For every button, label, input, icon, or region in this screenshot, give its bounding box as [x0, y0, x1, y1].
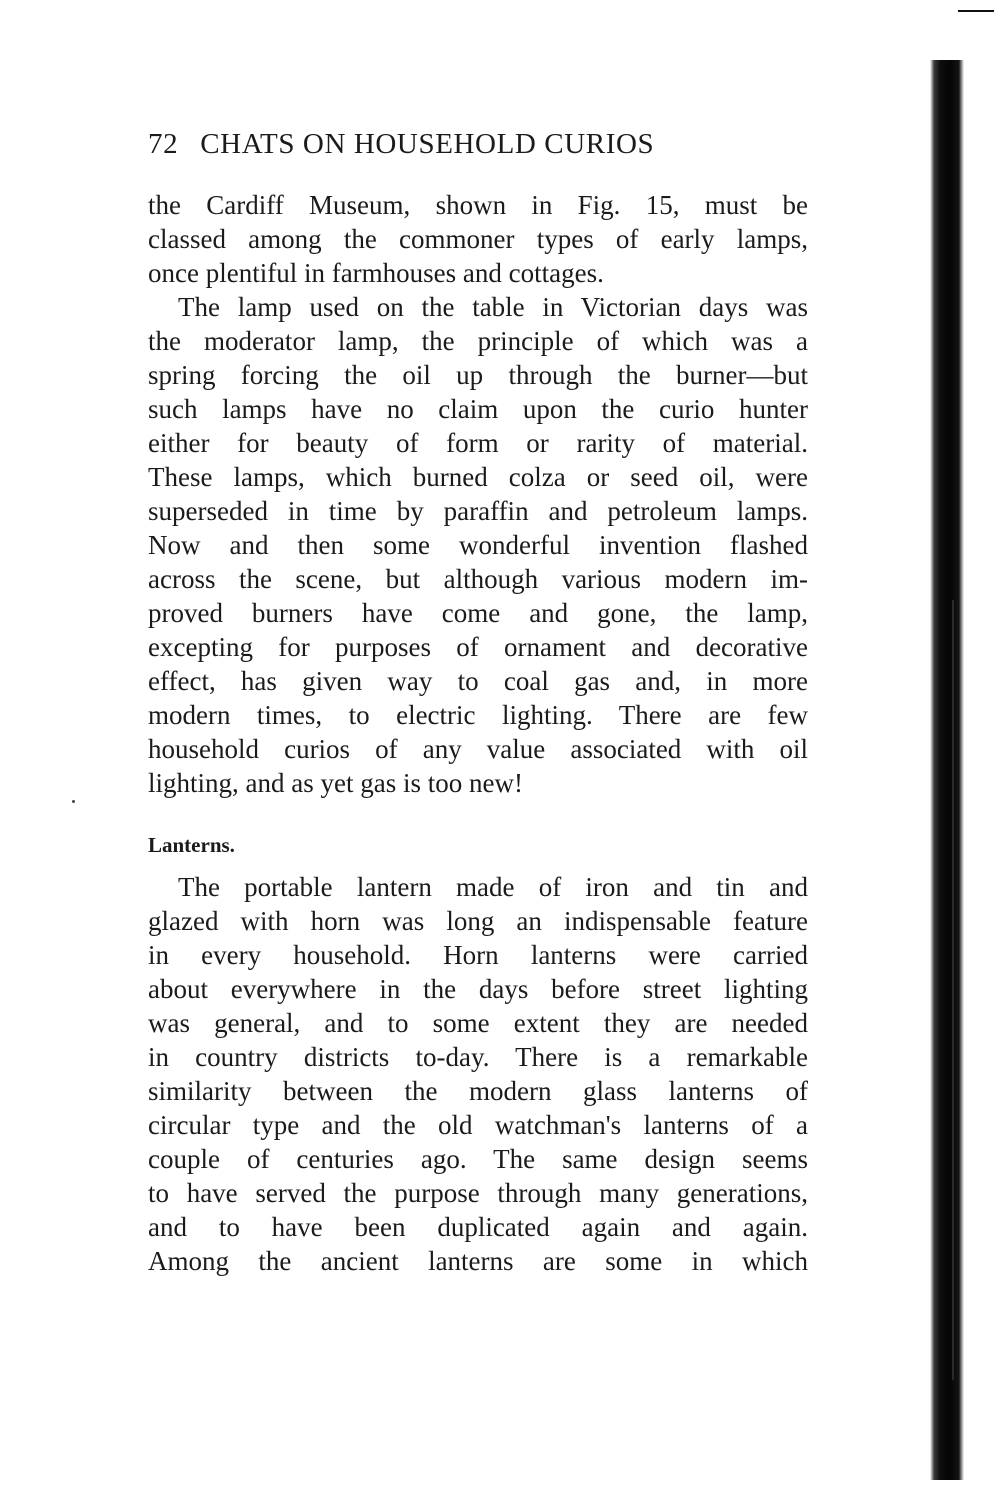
paper-speck: [72, 800, 75, 803]
text-line: These lamps, which burned colza or seed oil, were: [148, 462, 808, 492]
text-line: The portable lantern made of iron and tin and: [178, 872, 808, 902]
text-line: once plentiful in farmhouses and cottages.: [148, 258, 604, 288]
text-line: similarity between the modern glass lanterns of: [148, 1076, 808, 1106]
section-heading: Lanterns.: [148, 833, 235, 857]
page-number: 72: [148, 128, 179, 160]
text-line: excepting for purposes of ornament and decorative: [148, 632, 808, 662]
text-line: The lamp used on the table in Victorian days was: [178, 292, 808, 322]
text-line: spring forcing the oil up through the burner—but: [148, 360, 808, 390]
running-head: [148, 128, 654, 161]
text-line: either for beauty of form or rarity of material.: [148, 428, 808, 458]
binding-edge: [930, 60, 964, 1480]
text-line: was general, and to some extent they are needed: [148, 1008, 808, 1038]
text-line: Among the ancient lanterns are some in which: [148, 1246, 808, 1276]
text-line: classed among the commoner types of early lamps,: [148, 224, 808, 254]
text-line: proved burners have come and gone, the lamp,: [148, 598, 808, 628]
text-line: such lamps have no claim upon the curio hunter: [148, 394, 808, 424]
text-line: circular type and the old watchman's lanterns of a: [148, 1110, 808, 1140]
text-line: in every household. Horn lanterns were carried: [148, 940, 808, 970]
binding-line: [952, 600, 954, 1380]
corner-mark: [958, 10, 994, 12]
text-line: in country districts to-day. There is a remarkable: [148, 1042, 808, 1072]
paragraph-1: [148, 188, 808, 290]
text-line: household curios of any value associated with oil: [148, 734, 808, 764]
text-line: Now and then some wonderful invention flashed: [148, 530, 808, 560]
paragraph-2: [148, 290, 808, 800]
paragraph-3: [148, 870, 808, 1278]
text-line: effect, has given way to coal gas and, in more: [148, 666, 808, 696]
text-line: couple of centuries ago. The same design seems: [148, 1144, 808, 1174]
text-line: and to have been duplicated again and again.: [148, 1212, 808, 1242]
text-line: the moderator lamp, the principle of which was a: [148, 326, 808, 356]
book-title: CHATS ON HOUSEHOLD CURIOS: [200, 128, 655, 160]
text-line: superseded in time by paraffin and petroleum lamps.: [148, 496, 808, 526]
text-line: glazed with horn was long an indispensable feature: [148, 906, 808, 936]
text-line: modern times, to electric lighting. There are few: [148, 700, 808, 730]
text-line: across the scene, but although various modern im-: [148, 564, 808, 594]
text-line: lighting, and as yet gas is too new!: [148, 768, 523, 798]
text-line: the Cardiff Museum, shown in Fig. 15, must be: [148, 190, 808, 220]
text-line: about everywhere in the days before street lighting: [148, 974, 808, 1004]
text-line: to have served the purpose through many generations,: [148, 1178, 808, 1208]
